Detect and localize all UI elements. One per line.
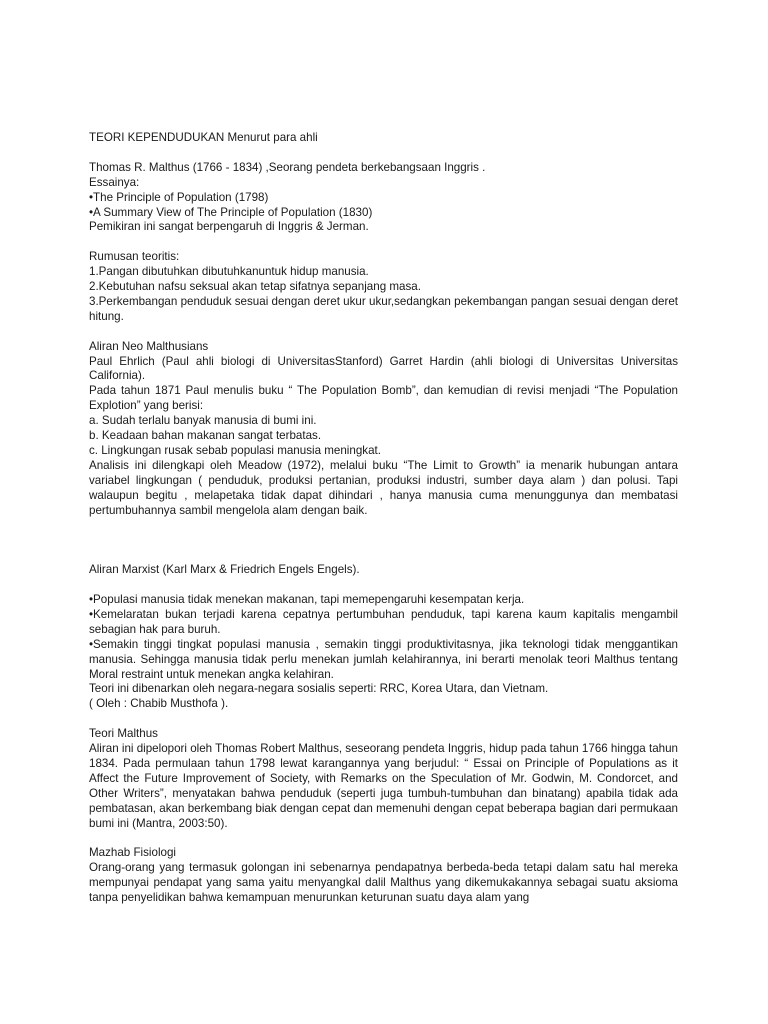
neo-list-item: c. Lingkungan rusak sebab populasi manusia meningkat.: [89, 443, 381, 457]
marxist-bullet: •Semakin tinggi tingkat populasi manusia , semakin tinggi produktivitasnya, jika teknologi tidak menggantikan manusia. Sehingga manusia tidak perlu menekan jumlah kelahirannya, ini berarti menolak teori Malthus tentang Moral restraint untuk menekan angka kelahiran.: [89, 637, 678, 681]
rumusan-item: 1.Pangan dibutuhkan dibutuhkanuntuk hidup manusia.: [89, 265, 369, 279]
rumusan-heading: Rumusan teoritis:: [89, 250, 180, 264]
teori-malthus-paragraph: Aliran ini dipelopori oleh Thomas Robert Malthus, seseorang pendeta Inggris, hidup pada tahun 1766 hingga tahun 1834. Pada permulaan tahun 1798 lewat karangannya yang berjudul: “ Essai on Principle of Populations as it Affect the Future Improvement of Society, with Remarks on the Speculation of Mr. Godwin, M. Condorcet, and Other Writers”, menyatakan bahwa penduduk (seperti juga tumbuh-tumbuhan dan binatang) apabila tidak ada pembatasan, akan berkembang biak dengan cepat dan memenuhi dengan cepat beberapa bagian dari permukaan bumi ini (Mantra, 2003:50).: [89, 742, 678, 830]
malthus-intro-line: •The Principle of Population (1798): [89, 190, 269, 204]
marxist-heading: Aliran Marxist (Karl Marx & Friedrich Engels Engels).: [89, 563, 360, 577]
neo-list-item: b. Keadaan bahan makanan sangat terbatas.: [89, 429, 322, 443]
spacer: [89, 325, 678, 340]
malthus-intro-line: Thomas R. Malthus (1766 - 1834) ,Seorang pendeta berkebangsaan Inggris .: [89, 160, 486, 174]
document-title: TEORI KEPENDUDUKAN Menurut para ahli: [89, 131, 318, 144]
spacer: [89, 578, 678, 593]
marxist-bullet: •Populasi manusia tidak menekan makanan, tapi memepengaruhi kesempatan kerja.: [89, 593, 525, 606]
neo-paragraph: Paul Ehrlich (Paul ahli biologi di UniversitasStanford) Garret Hardin (ahli biologi di Universitas Universitas California).: [89, 354, 678, 383]
document-body: [89, 131, 678, 906]
neo-paragraph: Pada tahun 1871 Paul menulis buku “ The Population Bomb”, dan kemudian di revisi menjadi “The Population Explotion” yang berisi:: [89, 384, 678, 413]
spacer: [89, 712, 678, 727]
malthus-intro-line: Essainya:: [89, 175, 140, 189]
marxist-bullet: •Kemelaratan bukan terjadi karena cepatnya pertumbuhan penduduk, tapi karena kaum kapitalis mengambil sebagian hak para buruh.: [89, 607, 678, 636]
fisiologi-paragraph: Orang-orang yang termasuk golongan ini sebenarnya pendapatnya berbeda-beda tetapi dalam satu hal mereka mempunyai pendapat yang sama yaitu menyangkal dalil Malthus yang dikemukakannya sebagai suatu aksioma tanpa penyelidikan bahwa kemampuan menurunkan keturunan suatu daya alam yang: [89, 861, 678, 905]
fisiologi-heading: Mazhab Fisiologi: [89, 846, 176, 860]
malthus-intro-line: •A Summary View of The Principle of Population (1830): [89, 205, 373, 219]
spacer: [89, 146, 678, 161]
rumusan-item: 3.Perkembangan penduduk sesuai dengan deret ukur ukur,sedangkan pekembangan pangan sesuai dengan deret hitung.: [89, 294, 678, 323]
neo-list-item: a. Sudah terlalu banyak manusia di bumi ini.: [89, 414, 317, 428]
teori-malthus-heading: Teori Malthus: [89, 727, 158, 741]
spacer: [89, 831, 678, 846]
neo-paragraph: Analisis ini dilengkapi oleh Meadow (1972), melalui buku “The Limit to Growth” ia menarik hubungan antara variabel lingkungan ( penduduk, produksi pertanian, produksi industri, sumber daya alam ) dan polusi. Tapi walaupun begitu , melapetaka tidak dapat dihindari , hanya manusia cuma menunggunya dan membatasi pertumbuhannya sambil mengelola alam dengan baik.: [89, 458, 678, 517]
spacer: [89, 519, 678, 564]
spacer: [89, 235, 678, 250]
marxist-author: ( Oleh : Chabib Musthofa ).: [89, 697, 229, 711]
malthus-intro-line: Pemikiran ini sangat berpengaruh di Inggris & Jerman.: [89, 220, 369, 234]
marxist-note: Teori ini dibenarkan oleh negara-negara sosialis seperti: RRC, Korea Utara, dan Vietnam.: [89, 682, 549, 696]
neo-heading: Aliran Neo Malthusians: [89, 339, 209, 353]
rumusan-item: 2.Kebutuhan nafsu seksual akan tetap sifatnya sepanjang masa.: [89, 280, 421, 294]
